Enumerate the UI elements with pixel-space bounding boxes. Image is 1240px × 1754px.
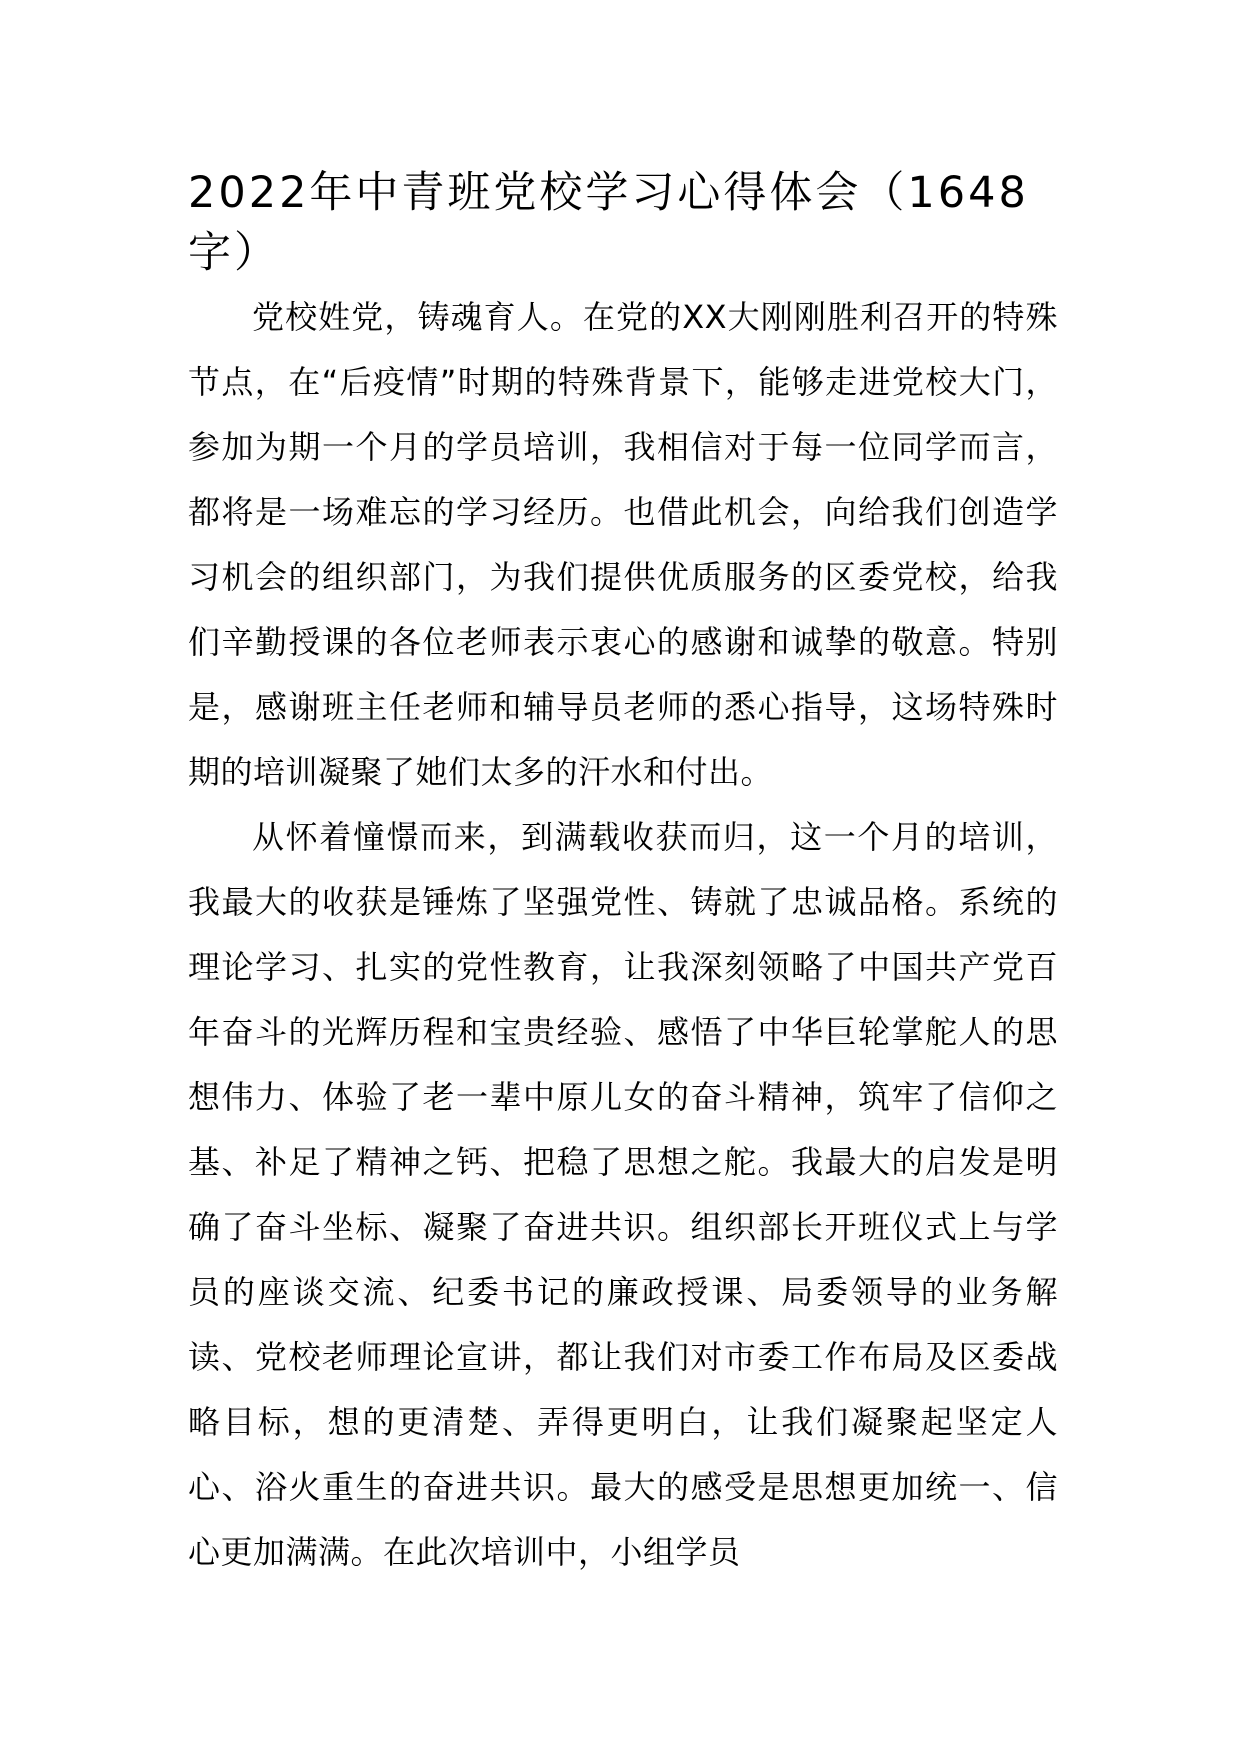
paragraph: 党校姓党，铸魂育人。在党的XX大刚刚胜利召开的特殊节点，在“后疫情”时期的特殊背景下，能够走进党校大门，参加为期一个月的学员培训，我相信对于每一位同学而言，都将是一场难忘的学习经历。也借此机会，向给我们创造学习机会的组织部门，为我们提供优质服务的区委党校，给我们辛勤授课的各位老师表示衷心的感谢和诚挚的敬意。特别是，感谢班主任老师和辅导员老师的悉心指导，这场特殊时期的培训凝聚了她们太多的汗水和付出。 [188,298,1058,791]
document-title: 2022年中青班党校学习心得体会（1648字） [188,168,1029,278]
document-body [188,163,1058,1585]
paragraph: 从怀着憧憬而来，到满载收获而归，这一个月的培训，我最大的收获是锤炼了坚强党性、铸就了忠诚品格。系统的理论学习、扎实的党性教育，让我深刻领略了中国共产党百年奋斗的光辉历程和宝贵经验、感悟了中华巨轮掌舵人的思想伟力、体验了老一辈中原儿女的奋斗精神，筑牢了信仰之基、补足了精神之钙、把稳了思想之舵。我最大的启发是明确了奋斗坐标、凝聚了奋进共识。组织部长开班仪式上与学员的座谈交流、纪委书记的廉政授课、局委领导的业务解读、党校老师理论宣讲，都让我们对市委工作布局及区委战略目标，想的更清楚、弄得更明白，让我们凝聚起坚定人心、浴火重生的奋进共识。最大的感受是思想更加统一、信心更加满满。在此次培训中，小组学员 [188,818,1058,1571]
